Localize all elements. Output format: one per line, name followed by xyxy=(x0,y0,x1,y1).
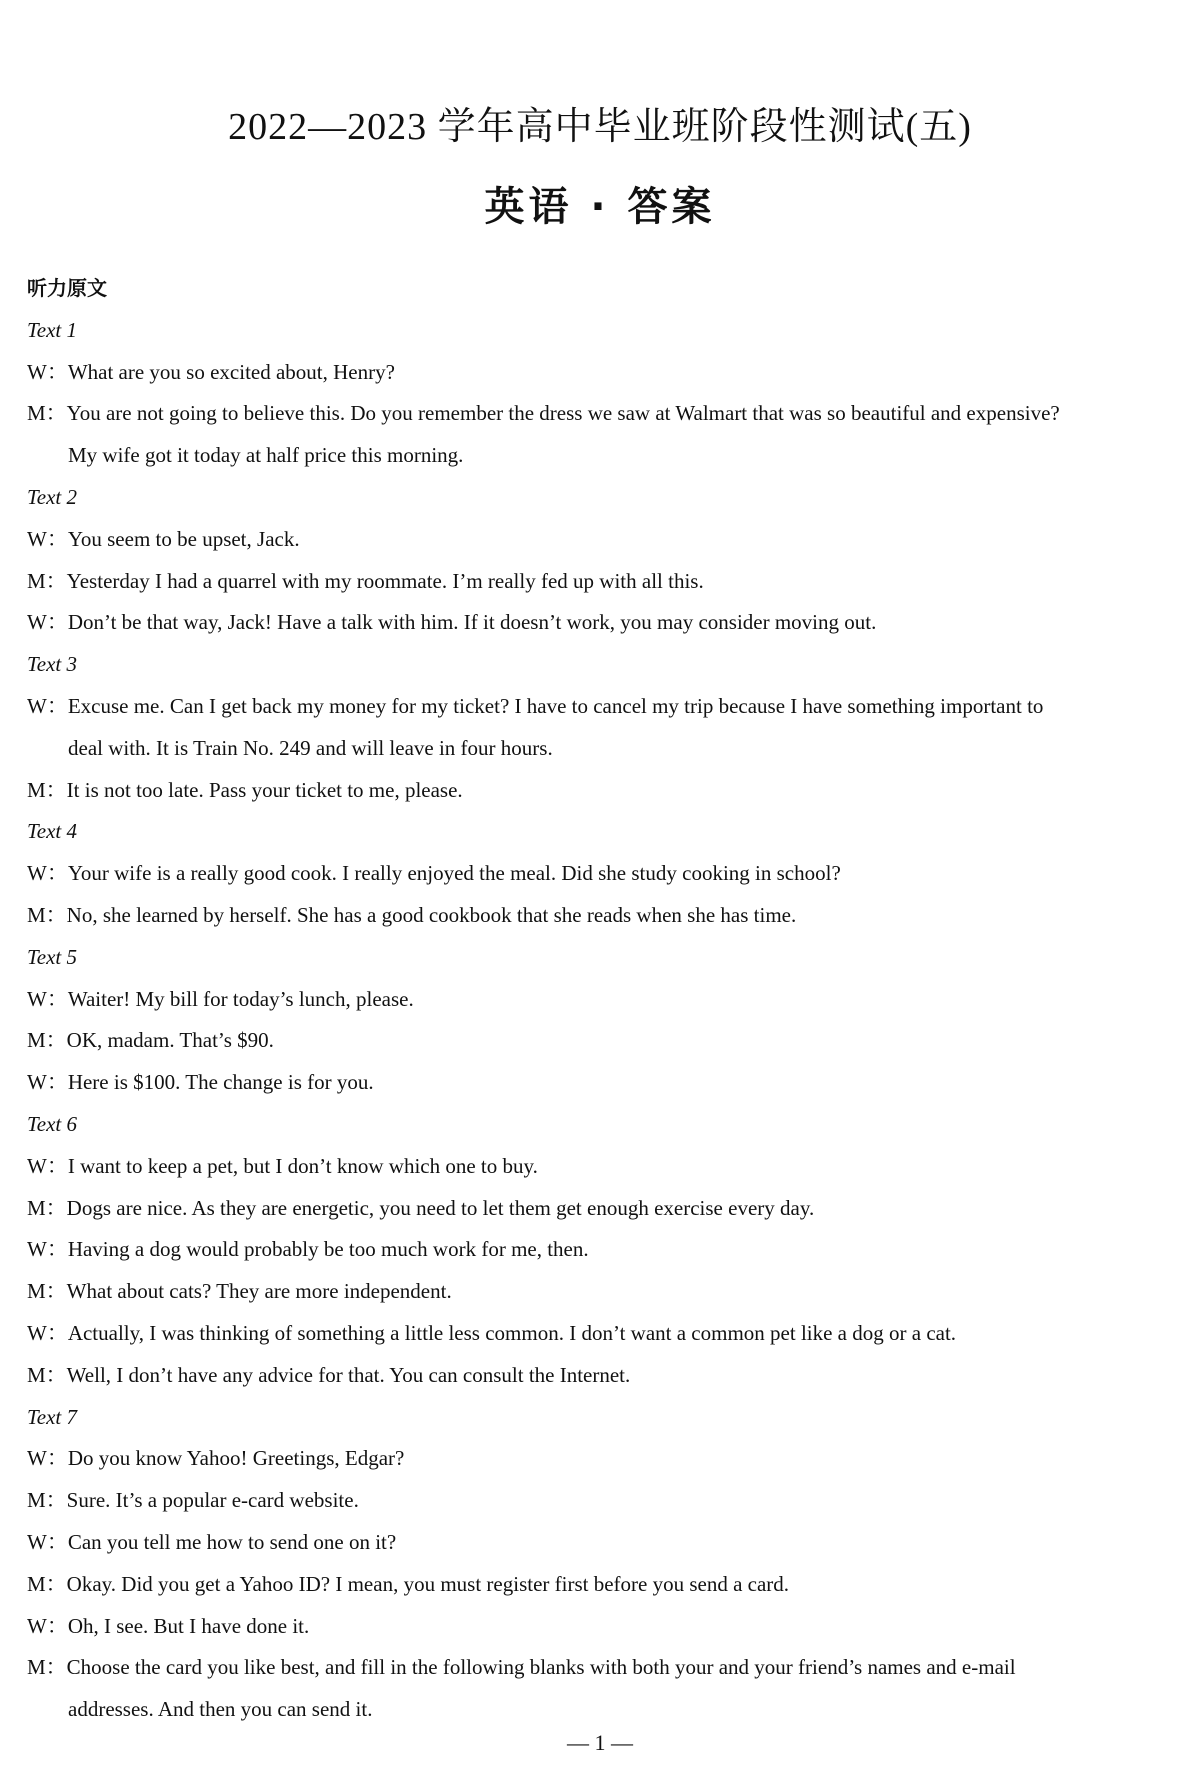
dialogue-line: W：Don’t be that way, Jack! Have a talk with him. If it doesn’t work, you may consider moving out. xyxy=(27,610,877,635)
dialogue-line: W：Here is $100. The change is for you. xyxy=(27,1070,374,1095)
dialogue-line: W：Your wife is a really good cook. I really enjoyed the meal. Did she study cooking in school? xyxy=(27,861,841,886)
dialogue-line: W：You seem to be upset, Jack. xyxy=(27,526,300,551)
dialogue-line: M：OK, madam. That’s $90. xyxy=(27,1028,274,1053)
text-section-label: Text 1 xyxy=(27,317,77,342)
document-title: 2022—2023 学年高中毕业班阶段性测试(五) xyxy=(228,106,972,148)
dialogue-line: M：What about cats? They are more independent. xyxy=(27,1279,452,1304)
dialogue-line: M：No, she learned by herself. She has a good cookbook that she reads when she has time. xyxy=(27,902,797,927)
dialogue-continuation: My wife got it today at half price this morning. xyxy=(68,443,464,468)
section-heading: 听力原文 xyxy=(27,276,107,300)
dialogue-line: W：Oh, I see. But I have done it. xyxy=(27,1613,310,1638)
dialogue-line: M：Yesterday I had a quarrel with my roommate. I’m really fed up with all this. xyxy=(27,568,704,593)
dialogue-line: M：Okay. Did you get a Yahoo ID? I mean, you must register first before you send a card. xyxy=(27,1571,790,1596)
dialogue-continuation: addresses. And then you can send it. xyxy=(68,1697,373,1722)
text-section-label: Text 5 xyxy=(27,944,77,969)
dialogue-line: W：Actually, I was thinking of something a little less common. I don’t want a common pet like a dog or a cat. xyxy=(27,1320,957,1345)
dialogue-line: M：Choose the card you like best, and fill in the following blanks with both your and your friend’s names and e-mail xyxy=(27,1655,1016,1680)
text-section-label: Text 2 xyxy=(27,484,77,509)
page-number: — 1 — xyxy=(567,1730,633,1755)
dialogue-line: W：I want to keep a pet, but I don’t know which one to buy. xyxy=(27,1153,538,1178)
dialogue-line: W：Do you know Yahoo! Greetings, Edgar? xyxy=(27,1446,405,1471)
text-section-label: Text 6 xyxy=(27,1111,77,1136)
text-section-label: Text 3 xyxy=(27,652,77,677)
dialogue-line: W：Having a dog would probably be too much work for me, then. xyxy=(27,1237,589,1262)
dialogue-line: M：Well, I don’t have any advice for that. You can consult the Internet. xyxy=(27,1362,631,1387)
transcript-content xyxy=(27,268,1187,1731)
dialogue-line: W：Waiter! My bill for today’s lunch, please. xyxy=(27,986,414,1011)
text-section-label: Text 4 xyxy=(27,819,77,844)
dialogue-line: M：Sure. It’s a popular e-card website. xyxy=(27,1488,359,1513)
dialogue-continuation: deal with. It is Train No. 249 and will leave in four hours. xyxy=(68,735,553,760)
document-subtitle: 英语 · 答案 xyxy=(484,184,716,230)
dialogue-line: W：Excuse me. Can I get back my money for my ticket? I have to cancel my trip because I have something important to xyxy=(27,693,1044,718)
dialogue-line: M：Dogs are nice. As they are energetic, you need to let them get enough exercise every day. xyxy=(27,1195,815,1220)
dialogue-line: M：It is not too late. Pass your ticket to me, please. xyxy=(27,777,463,802)
text-section-label: Text 7 xyxy=(27,1404,77,1429)
dialogue-line: W：Can you tell me how to send one on it? xyxy=(27,1529,397,1554)
dialogue-line: W：What are you so excited about, Henry? xyxy=(27,359,395,384)
dialogue-line: M：You are not going to believe this. Do you remember the dress we saw at Walmart that was so beautiful and expensive? xyxy=(27,401,1060,426)
